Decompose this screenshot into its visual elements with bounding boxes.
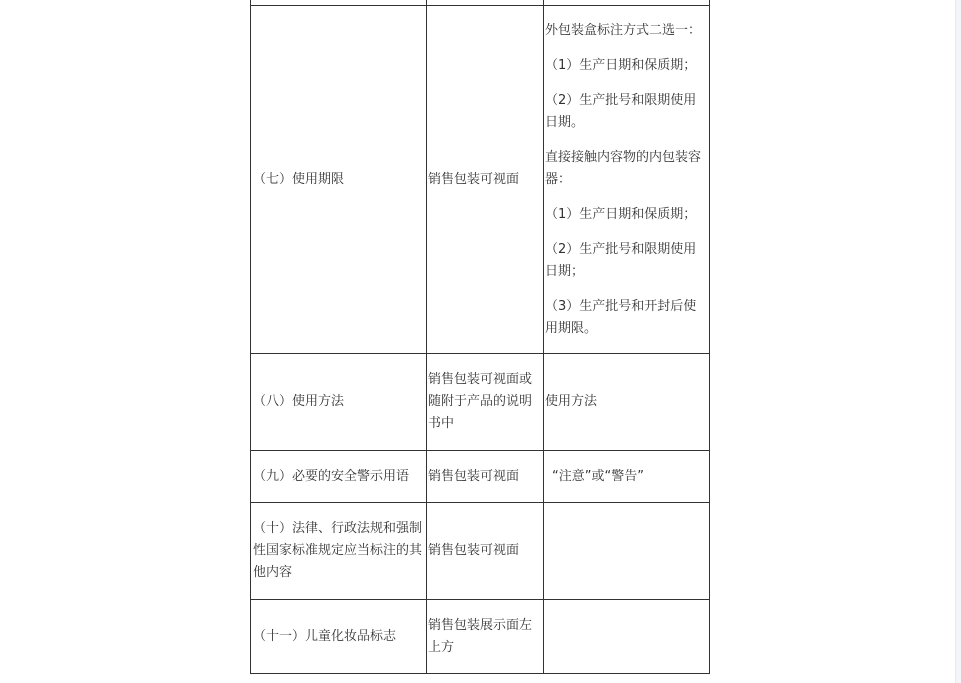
- cell-requirement: [544, 354, 710, 451]
- cell-item: [251, 451, 427, 503]
- page-scrollbar[interactable]: [955, 0, 961, 683]
- cell-location: [427, 503, 544, 600]
- location-text: 销售包装可视面或随附于产品的说明书中: [428, 372, 533, 431]
- requirement-line: 直接接触内容物的内包装容器：: [545, 149, 702, 187]
- item-text: （九）必要的安全警示用语: [253, 468, 410, 484]
- cell-location: [427, 6, 544, 354]
- cell-requirement: [544, 600, 710, 674]
- requirement-line: 使用方法: [545, 394, 598, 409]
- requirement-line: （1）生产日期和保质期；: [545, 206, 697, 222]
- table-row-usage: [251, 354, 710, 451]
- cell-requirement: [544, 6, 710, 354]
- requirement-line: 外包装盒标注方式二选一：: [545, 22, 702, 38]
- item-text: （十）法律、行政法规和强制性国家标准规定应当标注的其他内容: [253, 521, 423, 580]
- item-text: （八）使用方法: [253, 394, 345, 409]
- cell-item: [251, 503, 427, 600]
- cell-item: [251, 600, 427, 674]
- requirement-line: （1）生产日期和保质期；: [545, 57, 697, 73]
- cell-requirement: [544, 503, 710, 600]
- cell-location: [427, 600, 544, 674]
- table-row-other-content: [251, 503, 710, 600]
- labeling-requirements-table: [250, 0, 710, 674]
- location-text: 销售包装可视面: [428, 171, 520, 187]
- cell-location: [427, 451, 544, 503]
- cell-location: [427, 354, 544, 451]
- cell-requirement: [544, 451, 710, 503]
- cell-item: [251, 354, 427, 451]
- cell-item: [251, 6, 427, 354]
- requirement-line: （2）生产批号和限期使用日期；: [545, 241, 697, 279]
- item-text: （七）使用期限: [253, 171, 345, 187]
- location-text: 销售包装可视面: [428, 468, 520, 484]
- table-row-children-logo: [251, 600, 710, 674]
- item-text: （十一）儿童化妆品标志: [253, 628, 397, 644]
- location-text: 销售包装可视面: [428, 543, 520, 558]
- requirement-line: “注意”或“警告”: [552, 468, 644, 484]
- table-row-shelf-life: [251, 6, 710, 354]
- requirement-line: （2）生产批号和限期使用日期。: [545, 92, 697, 130]
- location-text: 销售包装展示面左上方: [428, 617, 533, 655]
- table-row-safety-warning: [251, 451, 710, 503]
- requirement-line: （3）生产批号和开封后使用期限。: [545, 298, 697, 336]
